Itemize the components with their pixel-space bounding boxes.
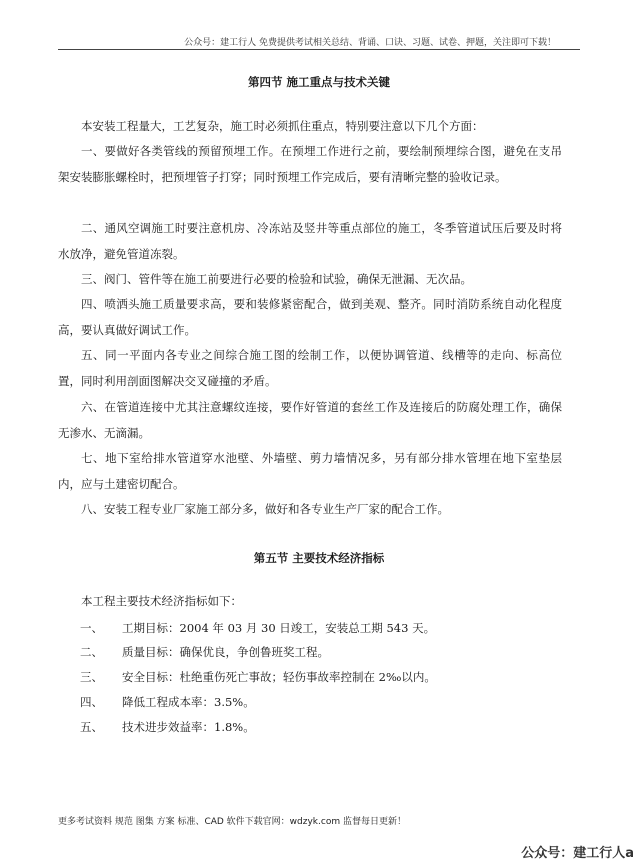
section4-paragraph-3: 三、阀门、管件等在施工前要进行必要的检验和试验，确保无泄漏、无次品。 xyxy=(81,272,472,286)
watermark: 公众号：建工行人a xyxy=(521,846,634,861)
indicator-item-1 xyxy=(80,620,435,636)
indicator-number: 四、 xyxy=(80,695,103,709)
footer-note: 更多考试资料 规范 图集 方案 标准、CAD 软件下载官网：wdzyk.com 监督每日更新！ xyxy=(58,817,406,827)
indicator-number: 一、 xyxy=(80,621,103,635)
indicator-number: 三、 xyxy=(80,670,103,684)
indicator-text: 工期目标：2004 年 03 月 30 日竣工，安装总工期 543 天。 xyxy=(122,621,436,635)
indicator-text: 质量目标：确保优良，争创鲁班奖工程。 xyxy=(122,645,329,659)
section4-intro: 本安装工程量大，工艺复杂，施工时必须抓住重点，特别要注意以下几个方面： xyxy=(81,119,484,133)
section4-paragraph-4: 四、喷洒头施工质量要求高，要和装修紧密配合，做到美观、整齐。同时消防系统自动化程度高，要认真做好调试工作。 xyxy=(58,297,562,337)
section4-paragraph-6: 六、在管道连接中尤其注意螺纹连接，要作好管道的套丝工作及连接后的防腐处理工作，确保无渗水、无滴漏。 xyxy=(58,400,562,440)
section4-paragraph-7: 七、地下室给排水管道穿水池壁、外墙壁、剪力墙情况多，另有部分排水管埋在地下室垫层内，应与土建密切配合。 xyxy=(58,451,562,491)
section4-paragraph-1: 一、要做好各类管线的预留预埋工作。在预埋工作进行之前，要绘制预埋综合图，避免在支吊架安装膨胀螺栓时，把预埋管子打穿；同时预埋工作完成后，要有清晰完整的验收记录。 xyxy=(58,144,562,184)
indicator-number: 二、 xyxy=(80,645,103,659)
header-rule xyxy=(58,49,580,50)
section4-paragraph-5: 五、同一平面内各专业之间综合施工图的绘制工作，以便协调管道、线槽等的走向、标高位置，同时利用剖面图解决交叉碰撞的矛盾。 xyxy=(58,348,562,388)
indicator-item-3 xyxy=(80,669,436,685)
section5-intro: 本工程主要技术经济指标如下： xyxy=(81,594,242,608)
indicator-text: 降低工程成本率：3.5%。 xyxy=(122,695,255,709)
indicator-number: 五、 xyxy=(80,720,103,734)
section4-paragraph-2: 二、通风空调施工时要注意机房、冷冻站及竖井等重点部位的施工，冬季管道试压后要及时将水放净，避免管道冻裂。 xyxy=(58,221,562,261)
indicator-item-5 xyxy=(80,719,255,735)
indicator-text: 安全目标：杜绝重伤死亡事故；轻伤事故率控制在 2‰以内。 xyxy=(122,670,436,684)
section4-paragraph-8: 八、安装工程专业厂家施工部分多，做好和各专业生产厂家的配合工作。 xyxy=(81,502,449,516)
section5-title: 第五节 主要技术经济指标 xyxy=(253,551,385,565)
indicator-item-2 xyxy=(80,644,329,660)
indicator-text: 技术进步效益率：1.8%。 xyxy=(122,720,255,734)
header-note: 公众号：建工行人 免费提供考试相关总结、背诵、口诀、习题、试卷、押题，关注即可下载！ xyxy=(184,38,556,48)
section4-title: 第四节 施工重点与技术关键 xyxy=(247,75,390,89)
indicator-item-4 xyxy=(80,694,255,710)
